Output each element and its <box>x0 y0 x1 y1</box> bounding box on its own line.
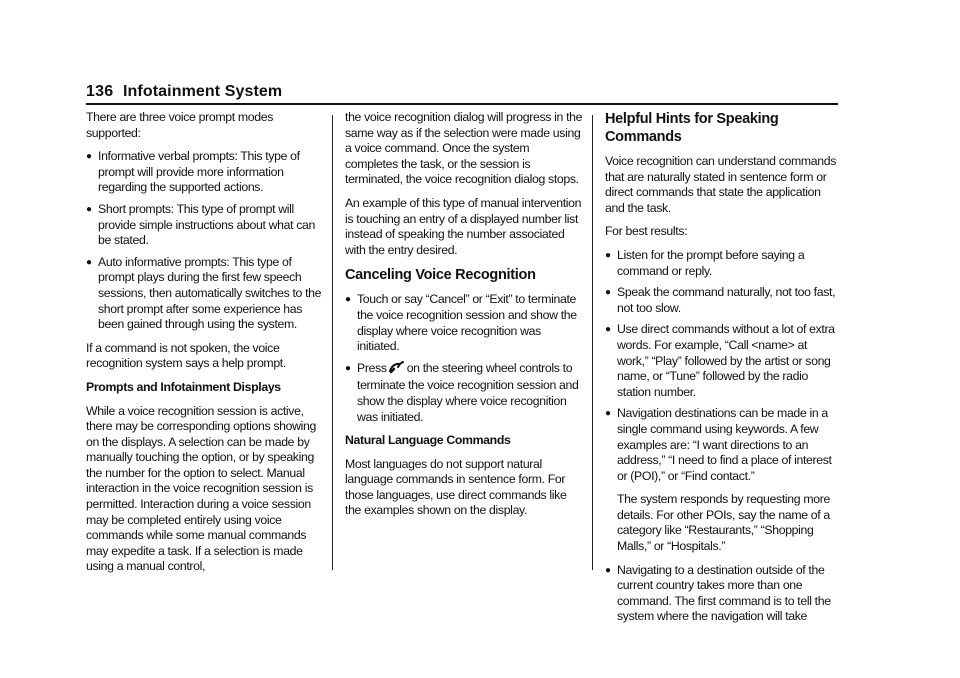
bullet-icon: ● <box>605 249 611 261</box>
column-1 <box>86 110 324 583</box>
bullet-icon: ● <box>86 256 92 268</box>
column-divider <box>332 115 333 570</box>
section-heading: Helpful Hints for Speaking Commands <box>605 111 779 145</box>
page-number: 136 <box>86 83 114 100</box>
system-response-paragraph: The system responds by requesting more details. For other POIs, say the name of a category like “Restaurants,” “Shopping Malls,” or “Hospitals.” <box>617 492 830 554</box>
bullet-icon: ● <box>605 324 611 336</box>
displays-paragraph: While a voice recognition session is active, there may be corresponding options showing on the displays. A selection can be made by manually touching the option, or by speaking the number for the option to select. Manual interaction in the voice recognition session is permitted. Interaction during a voice session may be completed entirely using voice commands while some manual commands may expedite a task. If a selection is made using a manual control, <box>86 403 317 574</box>
subheading: Prompts and Infotainment Displays <box>86 379 281 394</box>
section-heading: Canceling Voice Recognition <box>345 267 536 284</box>
subheading: Natural Language Commands <box>345 433 511 448</box>
voice-hangup-icon <box>389 361 405 379</box>
list-item: ● Use direct commands without a lot of extra words. For example, “Call <name> at work,” “Play” followed by the artist or song name, or “Tune” followed by the radio station number. <box>605 322 835 399</box>
column-divider <box>592 115 593 570</box>
hints-list <box>605 248 841 484</box>
help-prompt-paragraph: If a command is not spoken, the voice recognition system says a help prompt. <box>86 340 286 371</box>
list-item: ● Listen for the prompt before saying a command or reply. <box>605 247 805 278</box>
cancel-list <box>345 292 583 425</box>
bullet-icon: ● <box>345 362 351 374</box>
list-item: ● Speak the command naturally, not too fast, not too slow. <box>605 285 836 315</box>
page-header <box>86 83 838 103</box>
prompt-modes-list <box>86 149 324 333</box>
bullet-icon: ● <box>605 287 611 299</box>
list-item: ● Auto informative prompts: This type of prompt plays during the first few speech sessions, then automatically switches to the short prompt after some experience has been gained through using the system. <box>86 254 322 332</box>
list-item: ● Informative verbal prompts: This type of prompt will provide more information regarding the supported actions. <box>86 149 300 195</box>
hints-list-continued <box>605 563 841 625</box>
list-item: ● Press on the steering wheel controls to terminate the voice recognition session and show the display where voice recognition was initiated. <box>345 360 579 424</box>
bullet-icon: ● <box>605 564 611 576</box>
bullet-icon: ● <box>605 408 611 420</box>
dialog-paragraph: the voice recognition dialog will progress in the same way as if the selection were made using a voice command. Once the system completes the task, or the session is terminated, the voice recognition dialog stops. <box>345 110 583 187</box>
manual-intervention-paragraph: An example of this type of manual intervention is touching an entry of a displayed number list instead of speaking the number associated with the entry desired. <box>345 195 582 257</box>
natural-language-paragraph: Most languages do not support natural language commands in sentence form. For those languages, use direct commands like the examples shown on the display. <box>345 456 567 518</box>
list-item: ● Navigating to a destination outside of the current country takes more than one command. The first command is to tell the system where the navigation will take <box>605 562 831 624</box>
list-item: ● Navigation destinations can be made in a single command using keywords. A few examples are: “I want directions to an address,” “I need to find a place of interest or (POI),” or “Find contact.” <box>605 406 832 483</box>
column-2 <box>345 110 583 527</box>
bullet-icon: ● <box>86 151 92 163</box>
best-results-label: For best results: <box>605 224 688 239</box>
section-title: Infotainment System <box>123 83 283 100</box>
list-item: ● Short prompts: This type of prompt will provide simple instructions about what can be stated. <box>86 201 316 248</box>
header-rule <box>86 103 838 105</box>
commands-paragraph: Voice recognition can understand commands that are naturally stated in sentence form or direct commands that state the application and the task. <box>605 154 837 215</box>
list-item: ● Touch or say “Cancel” or “Exit” to terminate the voice recognition session and show the display where voice recognition was initiated. <box>345 292 577 354</box>
bullet-icon: ● <box>86 203 92 215</box>
intro-paragraph: There are three voice prompt modes supported: <box>86 110 273 140</box>
bullet-icon: ● <box>345 294 351 306</box>
column-3 <box>605 110 841 633</box>
